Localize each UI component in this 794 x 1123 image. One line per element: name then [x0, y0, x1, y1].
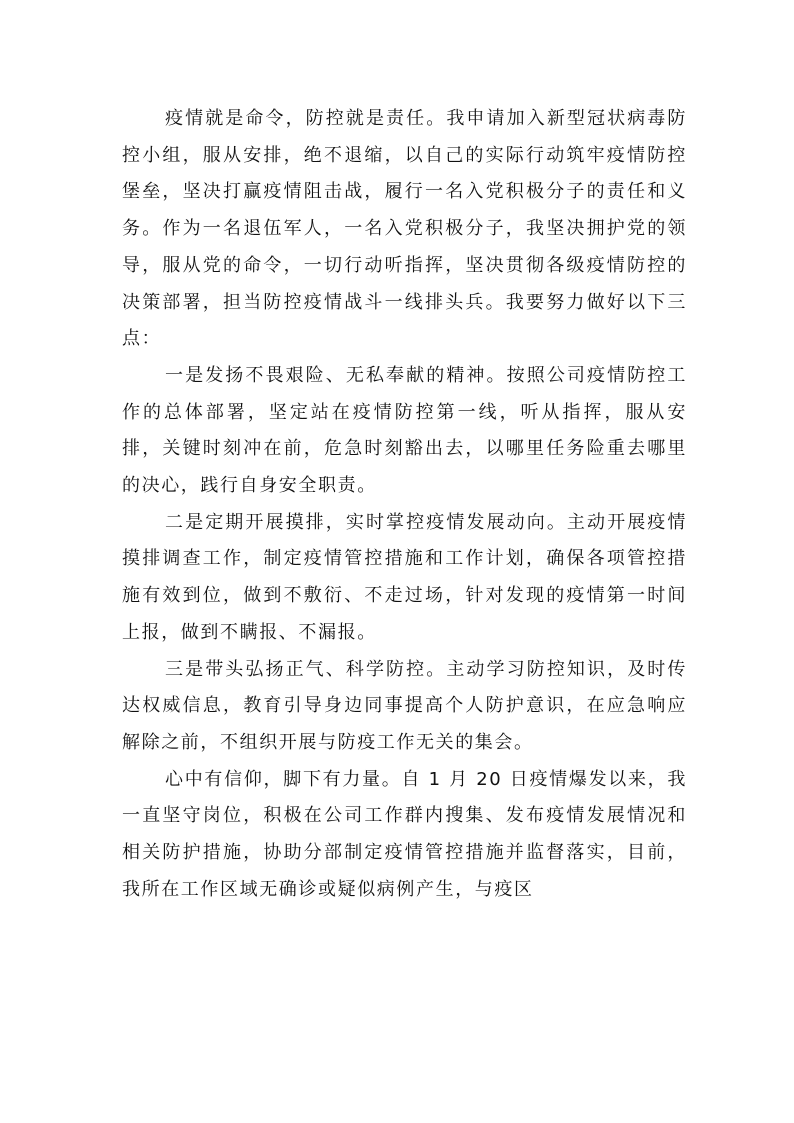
- paragraph-conclusion: 心中有信仰，脚下有力量。自 1 月 20 日疫情爆发以来，我一直坚守岗位，积极在公司工作群内搜集、发布疫情发展情况和相关防护措施，协助分部制定疫情管控措施并监督落实，目前，我所在工作区域无确诊或疑似病例产生，与疫区: [122, 768, 687, 900]
- document-body: [122, 101, 687, 908]
- paragraph-point-two: 二是定期开展摸排，实时掌控疫情发展动向。主动开展疫情摸排调查工作，制定疫情管控措施和工作计划，确保各项管控措施有效到位，做到不敷衍、不走过场，针对发现的疫情第一时间上报，做到不瞒报、不漏报。: [122, 511, 687, 643]
- paragraph-intro: 疫情就是命令，防控就是责任。我申请加入新型冠状病毒防控小组，服从安排，绝不退缩，以自己的实际行动筑牢疫情防控堡垒，坚决打赢疫情阻击战，履行一名入党积极分子的责任和义务。作为一名退伍军人，一名入党积极分子，我坚决拥护党的领导，服从党的命令，一切行动听指挥，坚决贯彻各级疫情防控的决策部署，担当防控疫情战斗一线排头兵。我要努力做好以下三点：: [122, 108, 687, 350]
- paragraph-point-one: 一是发扬不畏艰险、无私奉献的精神。按照公司疫情防控工作的总体部署，坚定站在疫情防控第一线，听从指挥，服从安排，关键时刻冲在前，危急时刻豁出去，以哪里任务险重去哪里的决心，践行自身安全职责。: [122, 364, 687, 497]
- paragraph-point-three: 三是带头弘扬正气、科学防控。主动学习防控知识，及时传达权威信息，教育引导身边同事提高个人防护意识，在应急响应解除之前，不组织开展与防疫工作无关的集会。: [122, 658, 687, 753]
